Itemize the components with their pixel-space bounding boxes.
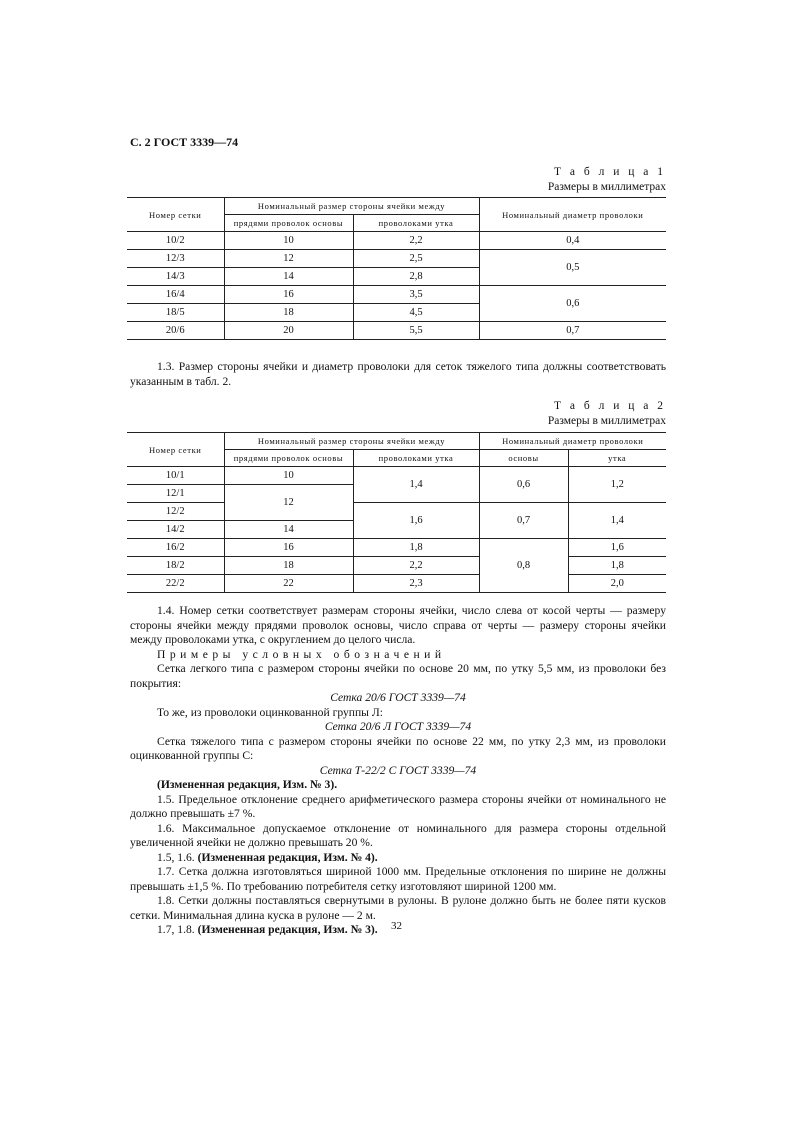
table-cell: 1,6: [568, 539, 666, 557]
table-cell: 14: [224, 521, 353, 539]
table-cell: 2,3: [353, 575, 479, 593]
table-cell: 10/2: [127, 232, 224, 250]
table2-header-warp: прядями проволок основы: [224, 450, 353, 467]
paragraph-1-3-block: [130, 360, 666, 389]
table-cell: 10/1: [127, 467, 224, 485]
table-cell: 2,2: [353, 232, 479, 250]
table-cell: 1,6: [353, 503, 479, 539]
table2-header-diameter-group: Номинальный диаметр проволоки: [479, 433, 666, 450]
table-cell: 20/6: [127, 322, 224, 340]
table-cell: 0,8: [479, 539, 568, 593]
table1-caption: [548, 165, 666, 195]
table-cell: 16/4: [127, 286, 224, 304]
table-cell: 0,7: [479, 503, 568, 539]
table-cell: 14/3: [127, 268, 224, 286]
table2-header-number: Номер сетки: [127, 433, 224, 467]
examples-heading: Примеры условных обозначений: [157, 647, 446, 661]
table-cell: 2,0: [568, 575, 666, 593]
amendment-note-3b: (Измененная редакция, Изм. № 3).: [197, 923, 378, 936]
table1-header-warp: прядями проволок основы: [224, 215, 353, 232]
amendment-note-4: (Измененная редакция, Изм. № 4).: [197, 850, 378, 864]
table1-header-number: Номер сетки: [127, 198, 224, 232]
table-cell: 12/2: [127, 503, 224, 521]
table2-units: Размеры в миллиметрах: [547, 415, 666, 427]
table2-caption: [548, 399, 666, 429]
body-text: [130, 604, 666, 938]
table-cell: 5,5: [353, 322, 479, 340]
table-row: [127, 539, 666, 557]
table-cell: 1,2: [568, 467, 666, 503]
page-number: 32: [391, 920, 402, 932]
table1: [127, 197, 666, 340]
table-cell: 14: [224, 268, 353, 286]
table-cell: 10: [224, 232, 353, 250]
table1-label: Т а б л и ц а 1: [553, 166, 666, 178]
amendment-note-3: (Измененная редакция, Изм. № 3).: [157, 778, 338, 791]
table-cell: 12/3: [127, 250, 224, 268]
table-cell: 2,2: [353, 557, 479, 575]
table-cell: 0,4: [479, 232, 666, 250]
table-cell: 2,5: [353, 250, 479, 268]
example-3-text: Сетка тяжелого типа с размером стороны ячейки по основе 22 мм, по утку 2,3 мм, из проволоки оцинкованной группы С:: [130, 734, 666, 762]
table-row: [127, 286, 666, 304]
table1-units: Размеры в миллиметрах: [547, 181, 666, 193]
clause-reference: 1.7, 1.8.: [157, 923, 195, 936]
table-cell: 14/2: [127, 521, 224, 539]
table2-label: Т а б л и ц а 2: [553, 400, 666, 412]
table-row: [127, 250, 666, 268]
table-row: [127, 322, 666, 340]
table1-header-diameter: Номинальный диаметр проволоки: [479, 198, 666, 232]
paragraph-1-3: 1.3. Размер стороны ячейки и диаметр проволоки для сеток тяжелого типа должны соответствовать указанным в табл. 2.: [130, 360, 666, 388]
table-cell: 1,8: [353, 539, 479, 557]
paragraph-1-7: 1.7. Сетка должна изготовляться шириной 1000 мм. Предельные отклонения по ширине не должны превышать ±1,5 %. По требованию потребителя сетку изготовляют шириной 1200 мм.: [130, 865, 666, 893]
table2-header-weft: проволоками утка: [353, 450, 479, 467]
table-row: [127, 467, 666, 485]
table2: [127, 432, 666, 593]
example-2-designation: Сетка 20/6 Л ГОСТ 3339—74: [324, 720, 472, 733]
table-cell: 3,5: [353, 286, 479, 304]
table-cell: 18/5: [127, 304, 224, 322]
table-cell: 18/2: [127, 557, 224, 575]
page-header: С. 2 ГОСТ 3339—74: [130, 135, 239, 149]
table1-header-weft: проволоками утка: [353, 215, 479, 232]
paragraph-1-5: 1.5. Предельное отклонение среднего арифметического размера стороны ячейки от номинального не должно превышать ±7 %.: [130, 792, 666, 820]
table-cell: 1,4: [568, 503, 666, 539]
table-cell: 10: [224, 467, 353, 485]
table-row: [127, 503, 666, 521]
table-cell: 0,7: [479, 322, 666, 340]
example-2-text: То же, из проволоки оцинкованной группы Л:: [157, 705, 383, 719]
paragraph-1-5-1-6-amendment: [130, 851, 666, 866]
table-cell: 18: [224, 304, 353, 322]
paragraph-1-4: 1.4. Номер сетки соответствует размерам стороны ячейки, число слева от косой черты — размеру стороны ячейки между прядями проволок основы, число справа от черты — размеру стороны ячейки между проволоками утка, с округлением до целого числа.: [130, 604, 666, 646]
table2-header-diam-weft: утка: [568, 450, 666, 467]
table2-header-diam-warp: основы: [479, 450, 568, 467]
example-1-designation: Сетка 20/6 ГОСТ 3339—74: [330, 691, 466, 704]
table-cell: 20: [224, 322, 353, 340]
table-cell: 16/2: [127, 539, 224, 557]
table-cell: 0,5: [479, 250, 666, 286]
table-cell: 18: [224, 557, 353, 575]
table-cell: 22/2: [127, 575, 224, 593]
table-row: [127, 557, 666, 575]
table-row: [127, 232, 666, 250]
table-cell: 12: [224, 250, 353, 268]
table-cell: 0,6: [479, 467, 568, 503]
clause-reference: 1.5, 1.6.: [157, 850, 195, 864]
table-cell: 2,8: [353, 268, 479, 286]
table-cell: 0,6: [479, 286, 666, 322]
table-cell: 22: [224, 575, 353, 593]
paragraph-1-8: 1.8. Сетки должны поставляться свернутыми в рулоны. В рулоне должно быть не более пяти кусков сетки. Минимальная длина куска в рулоне — 2 м.: [130, 894, 666, 922]
table-cell: 4,5: [353, 304, 479, 322]
table-row: [127, 575, 666, 593]
paragraph-1-6: 1.6. Максимальное допускаемое отклонение от номинального для размера стороны отдельной увеличенной ячейки не должно превышать 20 %.: [130, 821, 666, 849]
table-cell: 12: [224, 485, 353, 521]
table-cell: 16: [224, 539, 353, 557]
table1-header-side-group: Номинальный размер стороны ячейки между: [224, 198, 479, 215]
table-cell: 1,4: [353, 467, 479, 503]
table2-header-side-group: Номинальный размер стороны ячейки между: [224, 433, 479, 450]
table-cell: 12/1: [127, 485, 224, 503]
table-cell: 16: [224, 286, 353, 304]
example-1-text: Сетка легкого типа с размером стороны ячейки по основе 20 мм, по утку 5,5 мм, из проволоки без покрытия:: [130, 662, 666, 690]
table-cell: 1,8: [568, 557, 666, 575]
example-3-designation: Сетка Т-22/2 С ГОСТ 3339—74: [319, 763, 477, 777]
